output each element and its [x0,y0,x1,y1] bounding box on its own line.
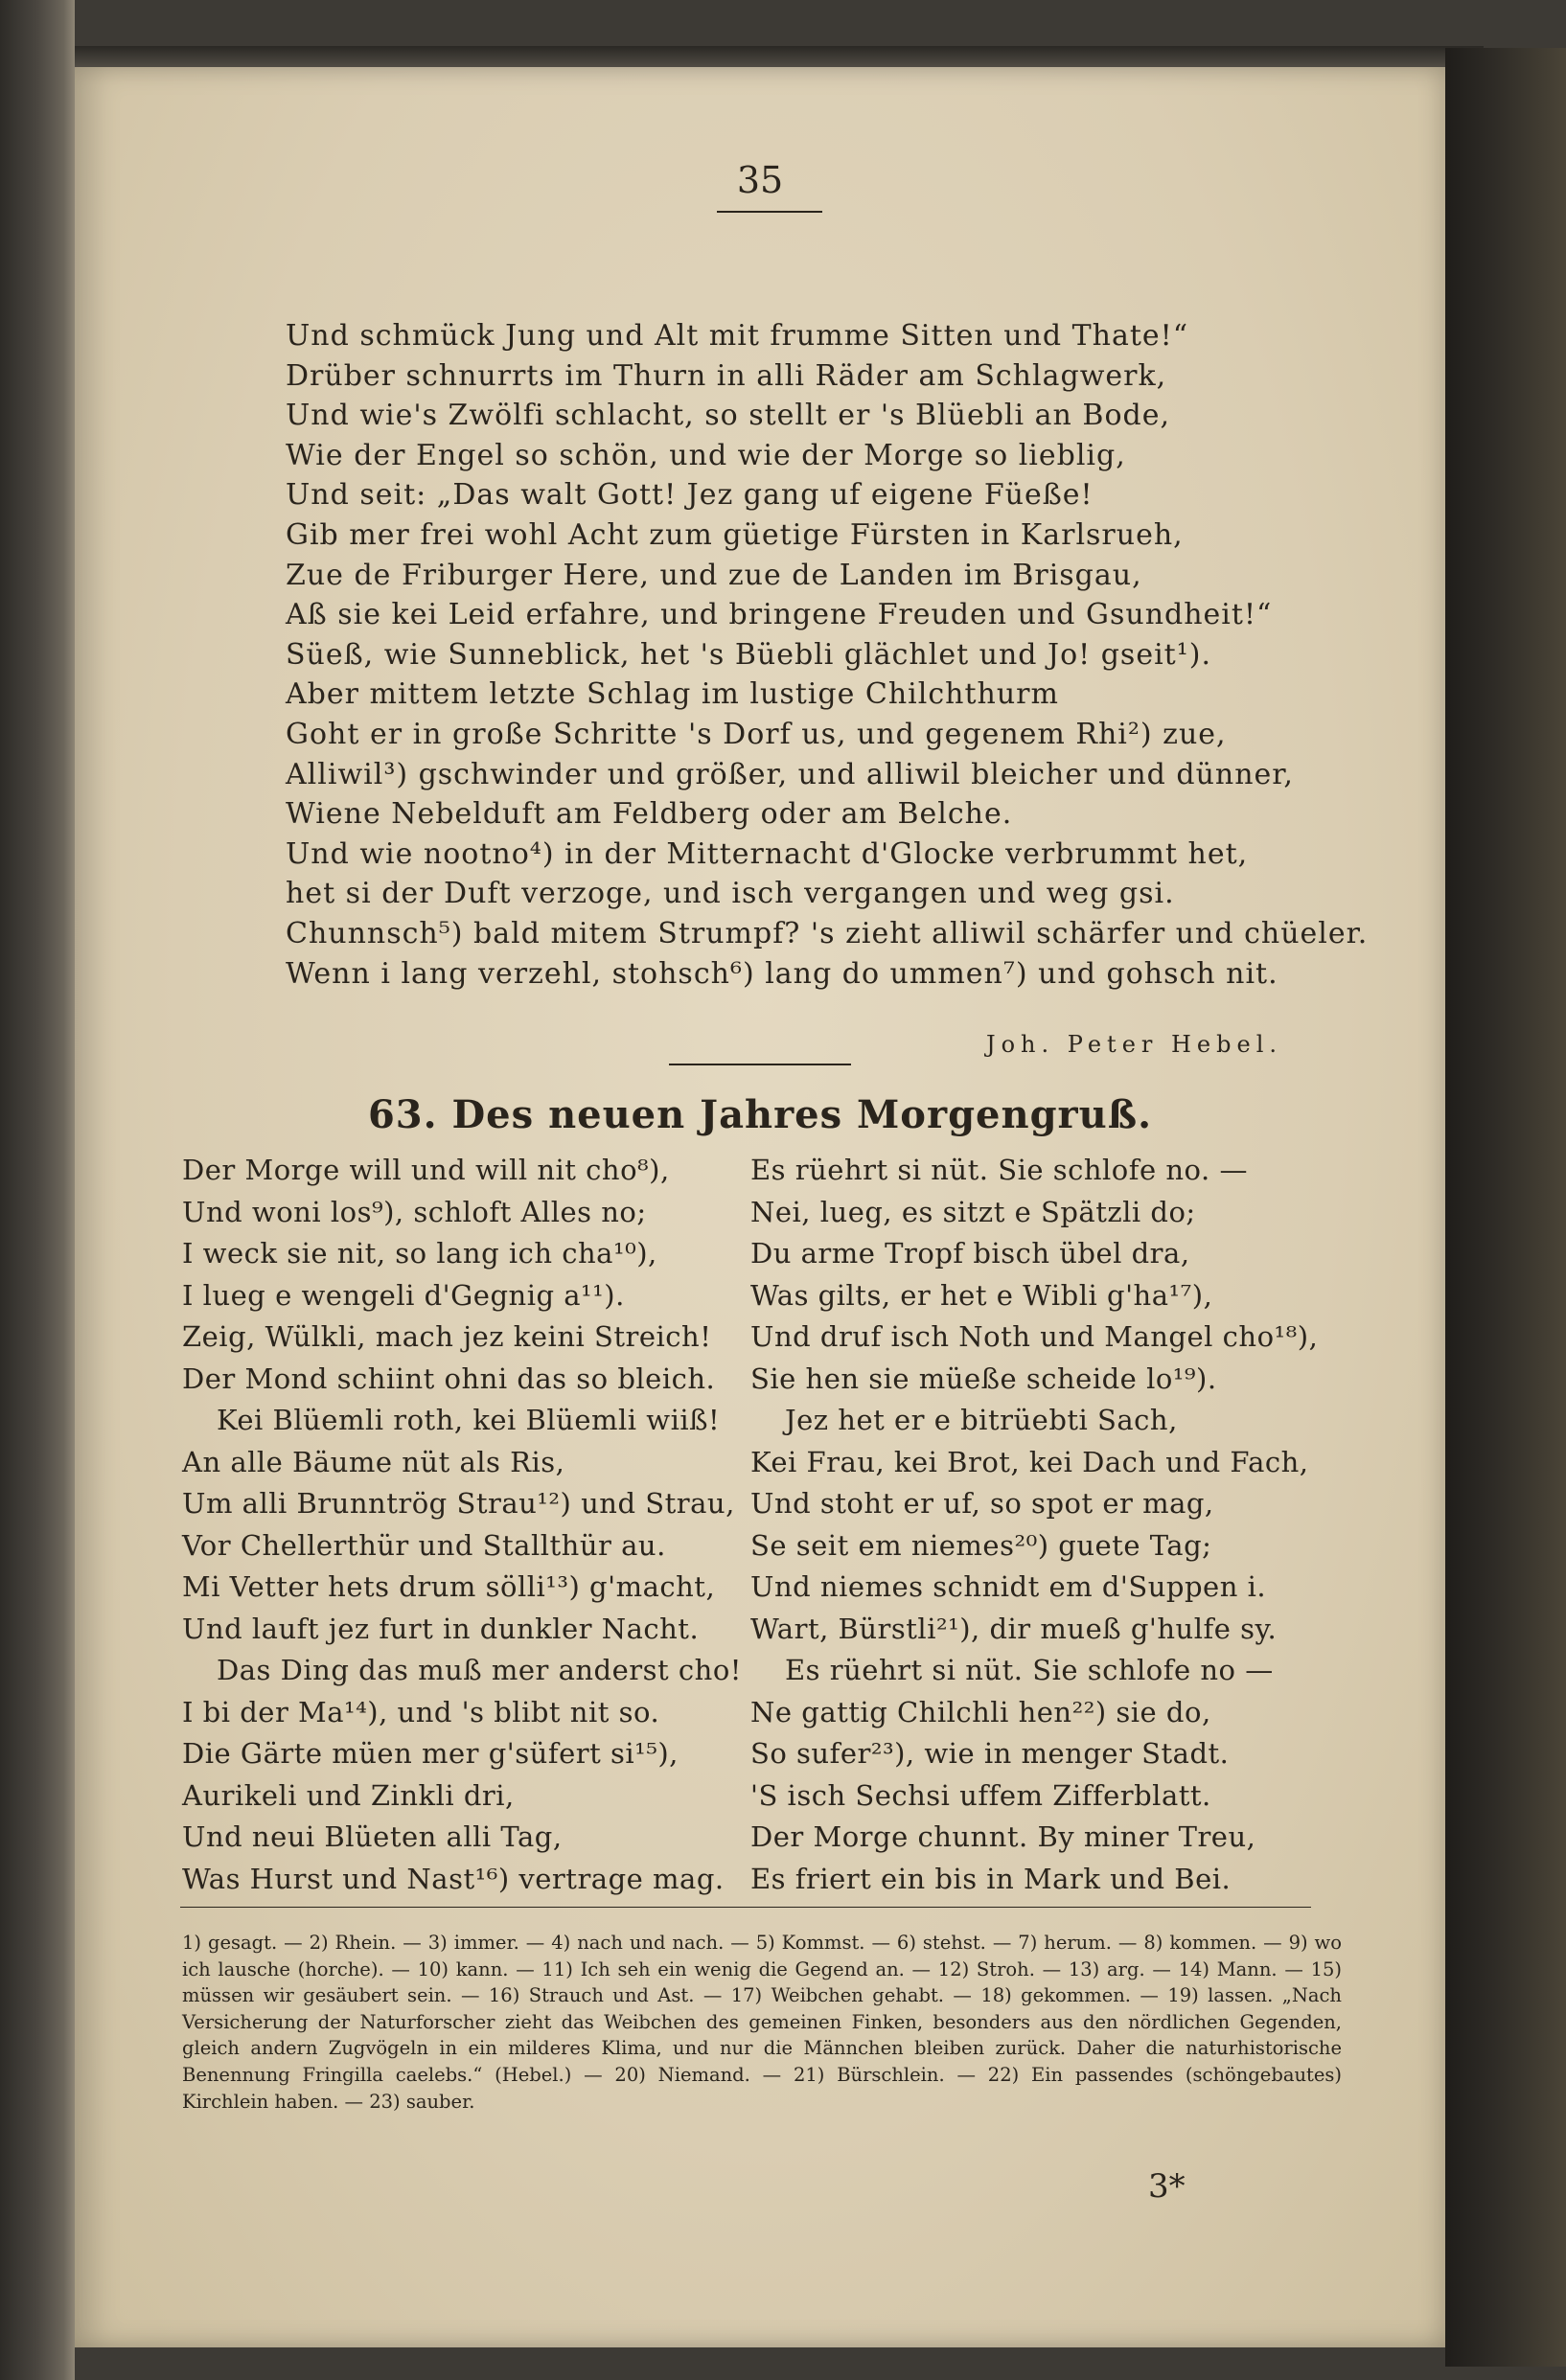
book-page [75,67,1445,2347]
poem-line: Und woni los⁹), schloft Alles no; [182,1195,647,1228]
poem-line: Chunnsch⁵) bald mitem Strumpf? 's zieht alliwil schärfer und chüeler. [286,916,1369,950]
poem-line: Und neui Blüeten alli Tag, [182,1820,563,1853]
poem-line: Und wie's Zwölfi schlacht, so stellt er 's Blüebli an Bode, [286,399,1170,433]
poem-line: Und schmück Jung und Alt mit frumme Sitten und Thate!“ [286,319,1189,353]
poem-line: Zeig, Wülkli, mach jez keini Streich! [182,1320,712,1353]
poem-line: Wiene Nebelduft am Feldberg oder am Belche. [286,797,1013,832]
poem-line: Drüber schnurrts im Thurn in alli Räder am Schlagwerk, [286,358,1167,393]
poem-line: Um alli Brunntrög Strau¹²) und Strau, [182,1487,735,1520]
poem-line: Es friert ein bis in Mark und Bei. [750,1862,1232,1895]
poem-line: Se seit em niemes²⁰) guete Tag; [750,1528,1212,1562]
poem-line: Sie hen sie müeße scheide lo¹⁹). [750,1362,1217,1395]
poem-line: het si der Duft verzoge, und isch vergangen und weg gsi. [286,877,1175,911]
poem-line: Ne gattig Chilchli hen²²) sie do, [750,1695,1211,1728]
poem-line: 'S isch Sechsi uffem Zifferblatt. [750,1778,1211,1812]
poem-line: Aber mittem letzte Schlag im lustige Chilchthurm [286,677,1059,712]
poem-line: Gib mer frei wohl Acht zum güetige Fürsten in Karlsrueh, [286,517,1184,552]
footnotes: 1) gesagt. — 2) Rhein. — 3) immer. — 4) nach und nach. — 5) Kommst. — 6) stehst. — 7) herum. — 8) kommen. — 9) wo ich lausche (horche). — 10) kann. — 11) Ich seh ein wenig die Gegend an. — 12) Stroh. — 13) arg. — 14) Mann. — 15) müssen wir gesäubert sein. — 16) Strauch und Ast. — 17) Weibchen gehabt. — 18) gekommen. — 19) lassen. „Nach Versicherung der Naturforscher zieht das Weibchen des gemeinen Finken, besonders aus den nördlichen Gegenden, gleich andern Zugvögeln in ein milderes Klima, und nur die Männchen bleiben zurück. Daher die naturhistorische Benennung Fringilla caelebs.“ (Hebel.) — 20) Niemand. — 21) Bürschlein. — 22) Ein passendes (schöngebautes) Kirchlein haben. — 23) sauber. [182,1932,1342,2113]
poem-line: Kei Frau, kei Brot, kei Dach und Fach, [750,1445,1309,1478]
poem-line: Und druf isch Noth und Mangel cho¹⁸), [750,1320,1319,1353]
poem-line: I bi der Ma¹⁴), und 's blibt nit so. [182,1695,660,1728]
poem-line: Und wie nootno⁴) in der Mitternacht d'Glocke verbrummt het, [286,836,1249,871]
poem-line: Süeß, wie Sunneblick, het 's Büebli glächlet und Jo! gseit¹). [286,637,1211,672]
poem-line: Kei Blüemli roth, kei Blüemli wiiß! [217,1404,721,1436]
poem-line: Der Morge chunnt. By miner Treu, [750,1820,1256,1853]
poem-line: Der Mond schiint ohni das so bleich. [182,1362,716,1395]
poem-line: Wie der Engel so schön, und wie der Morge so lieblig, [286,438,1126,472]
poem-title: 63. Des neuen Jahres Morgengruß. [367,1092,1153,1137]
poem-line: Was Hurst und Nast¹⁶) vertrage mag. [182,1862,725,1895]
poem-line: Was gilts, er het e Wibli g'ha¹⁷), [750,1278,1213,1312]
poem-line: Alliwil³) gschwinder und größer, und alliwil bleicher und dünner, [286,757,1294,791]
poem-line: Wenn i lang verzehl, stohsch⁶) lang do ummen⁷) und gohsch nit. [286,956,1278,991]
poem-ending-lines [286,316,1378,994]
poem-line: Aurikeli und Zinkli dri, [182,1778,515,1812]
author-signature: Joh. Peter Hebel. [985,1031,1282,1058]
poem-line: Nei, lueg, es sitzt e Spätzli do; [750,1195,1196,1228]
printer-signature-mark: 3* [1148,2167,1186,2206]
poem-line: Die Gärte müen mer g'süfert si¹⁵), [182,1737,679,1770]
section-divider [669,1064,851,1065]
poem-line: I lueg e wengeli d'Gegnig a¹¹). [182,1278,625,1312]
poem-line: Und niemes schnidt em d'Suppen i. [750,1570,1267,1603]
poem-line: Und lauft jez furt in dunkler Nacht. [182,1612,700,1645]
poem-line: An alle Bäume nüt als Ris, [182,1445,565,1478]
poem-line: Aß sie kei Leid erfahre, und bringene Freuden und Gsundheit!“ [286,598,1273,632]
poem-line: So sufer²³), wie in menger Stadt. [750,1737,1230,1770]
footnote-rule [180,1907,1311,1908]
poem-line: Du arme Tropf bisch übel dra, [750,1237,1190,1270]
poem-line: Mi Vetter hets drum sölli¹³) g'macht, [182,1570,716,1603]
poem-right-column [750,1150,1402,1900]
poem-line: Goht er in große Schritte 's Dorf us, und gegenem Rhi²) zue, [286,717,1227,751]
poem-line: Der Morge will und will nit cho⁸), [182,1154,670,1186]
poem-line: Es rüehrt si nüt. Sie schlofe no. — [750,1154,1248,1186]
poem-left-column [182,1150,815,1900]
poem-line: Das Ding das muß mer anderst cho! [217,1654,742,1686]
book-cover-edge [1445,48,1566,2367]
poem-line: I weck sie nit, so lang ich cha¹⁰), [182,1237,657,1270]
page-number: 35 [736,159,784,201]
poem-line: Zue de Friburger Here, und zue de Landen im Brisgau, [286,558,1142,592]
poem-line: Und seit: „Das walt Gott! Jez gang uf eigene Füeße! [286,478,1094,513]
poem-line: Wart, Bürstli²¹), dir mueß g'hulfe sy. [750,1612,1278,1645]
poem-line: Vor Chellerthür und Stallthür au. [182,1528,666,1562]
book-spine [0,0,75,2380]
poem-line: Es rüehrt si nüt. Sie schlofe no — [785,1654,1274,1686]
poem-line: Jez het er e bitrüebti Sach, [785,1404,1178,1436]
header-rule [717,211,822,213]
poem-line: Und stoht er uf, so spot er mag, [750,1487,1214,1520]
